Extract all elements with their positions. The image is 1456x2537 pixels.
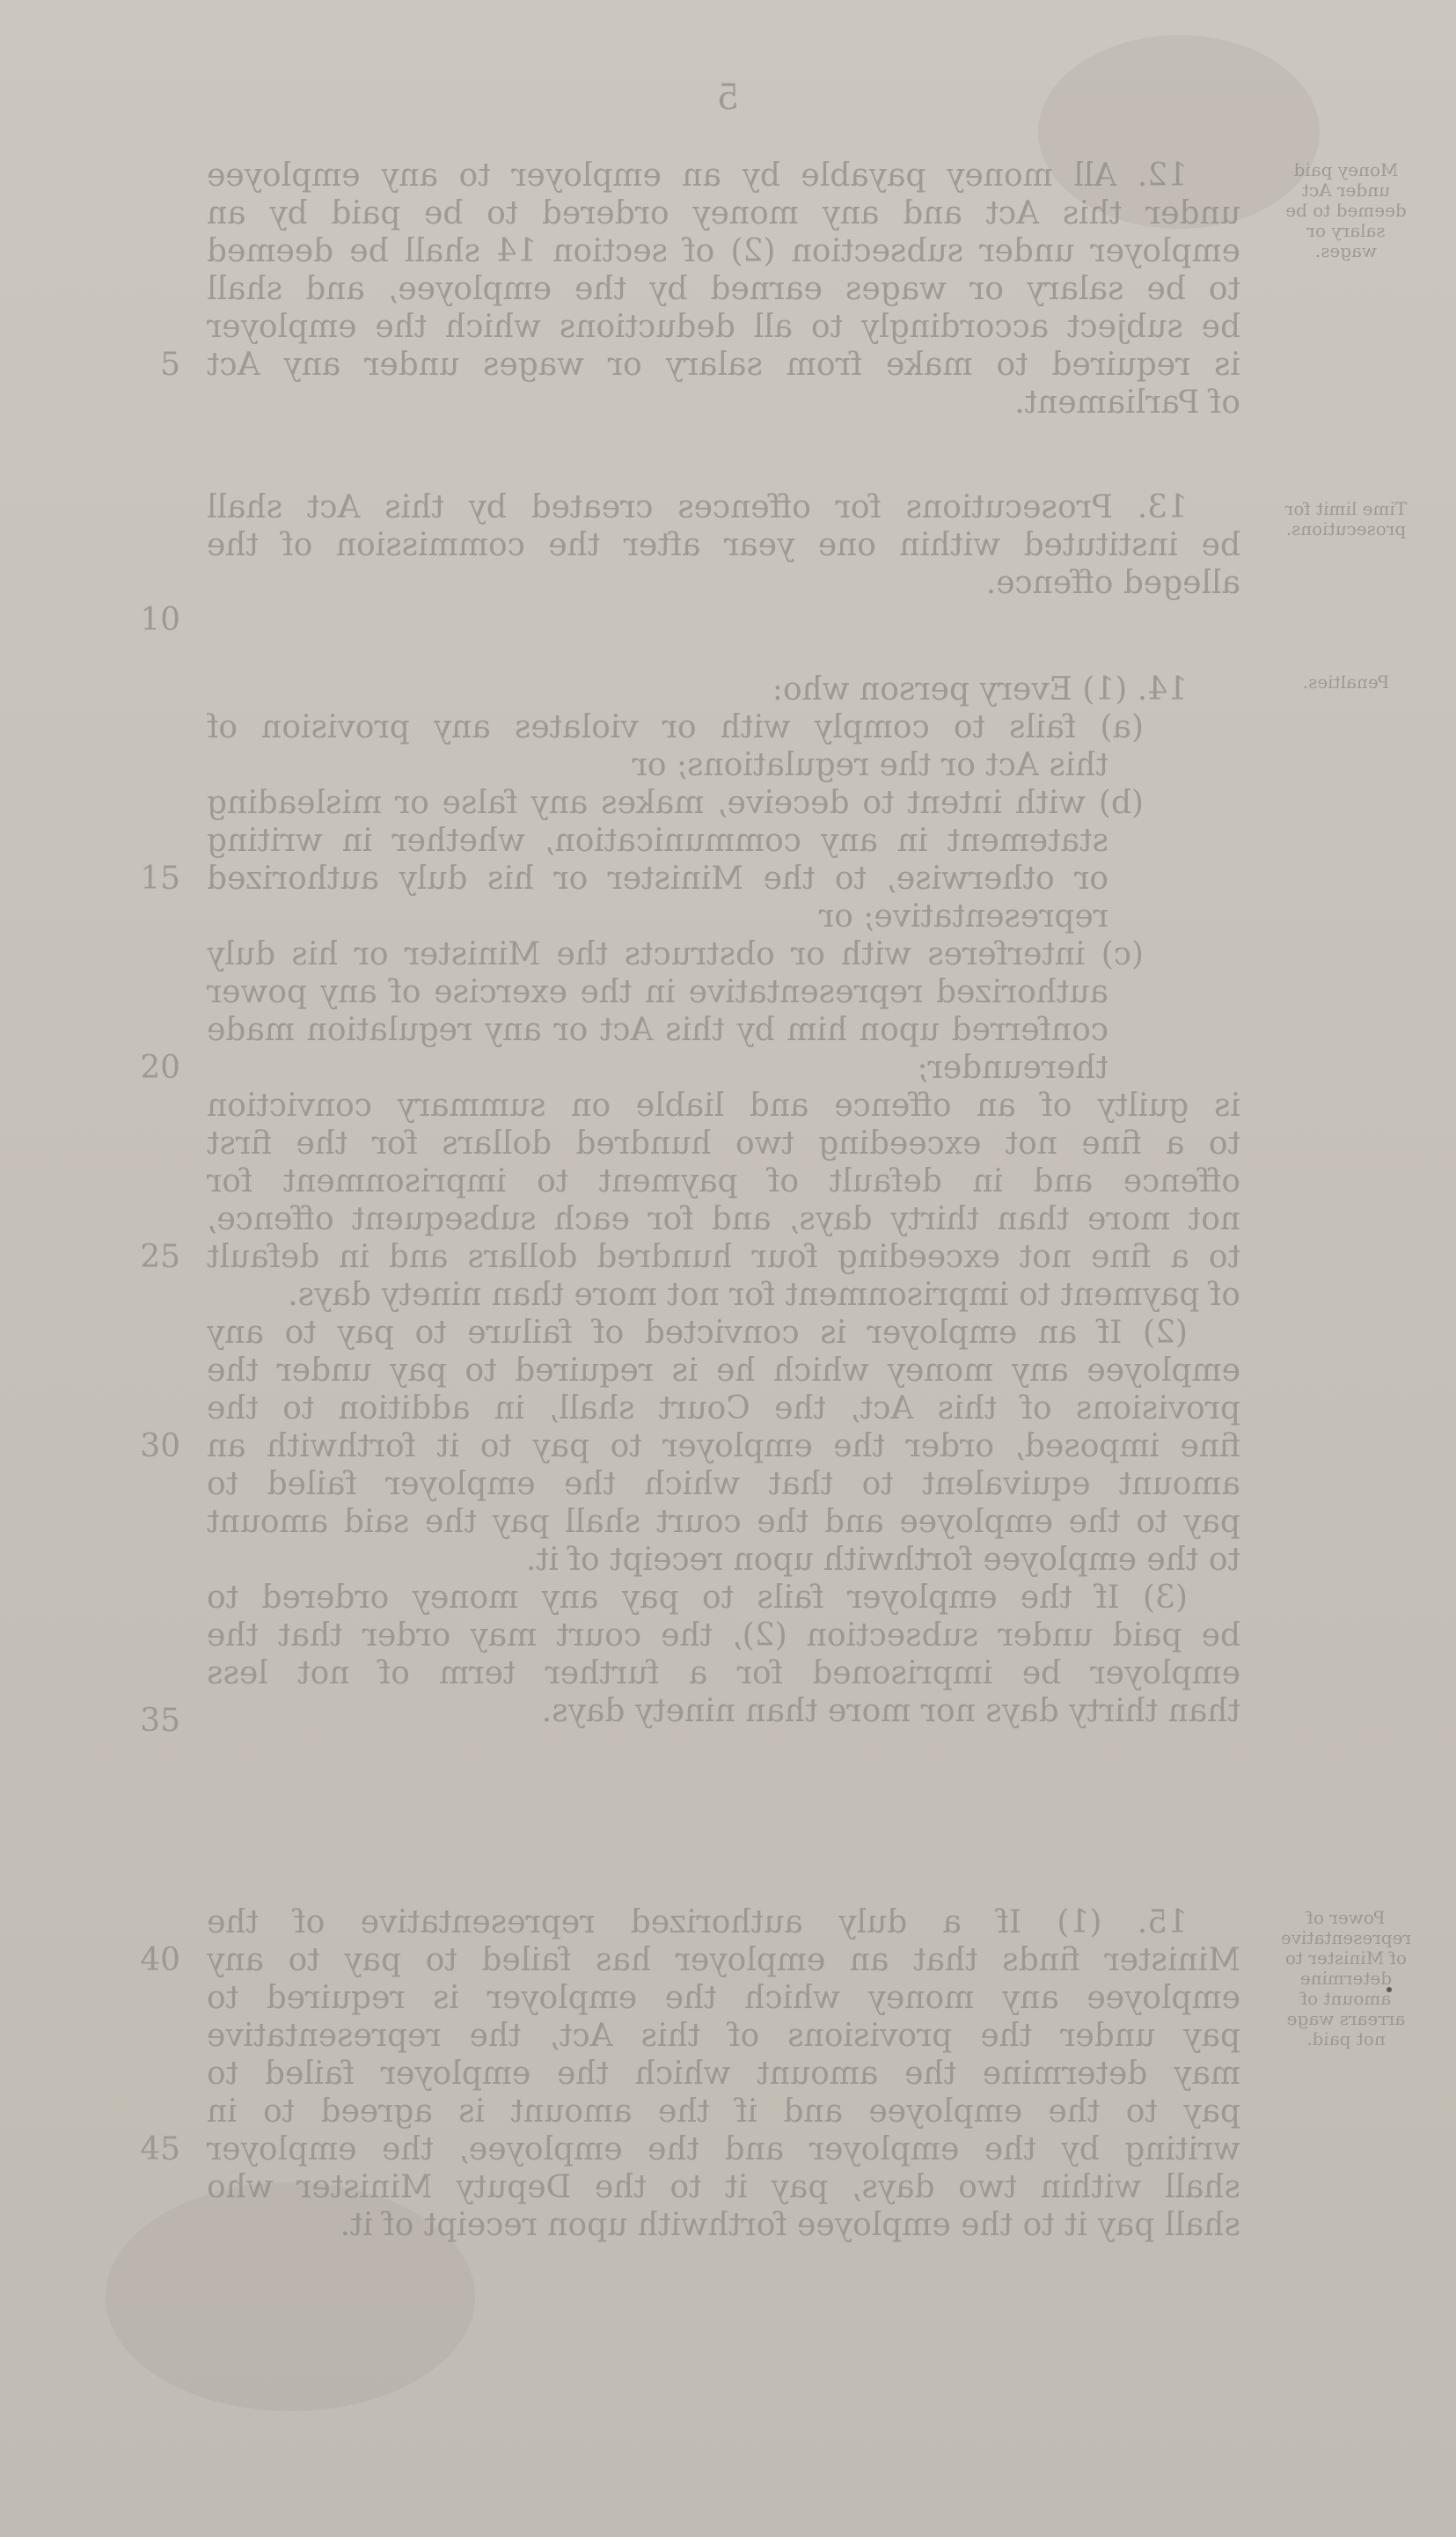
text-line: of payment to imprisonment for not more than ninety days. — [288, 1277, 1240, 1313]
text-line: employee any money which the employer is required to — [207, 1980, 1240, 2016]
text-line: to the employee forthwith upon receipt of it. — [525, 1542, 1240, 1578]
text-line: employer under subsection (2) of section 14 shall be deemed — [207, 233, 1240, 269]
section-12 — [207, 157, 1240, 422]
margin-note-section-13: Time limit for prosecutions. — [1284, 498, 1408, 539]
text-line: shall pay it to the employee forthwith upon receipt of it. — [340, 2207, 1240, 2243]
text-line: 13. Prosecutions for offences created by this Act shall — [207, 489, 1188, 525]
text-line: offence and in default of payment to imprisonment for — [207, 1163, 1240, 1199]
line-number: 25 — [140, 1239, 180, 1275]
text-line: employee any money which he is required to pay under the — [207, 1353, 1240, 1389]
section-15 — [207, 1903, 1240, 2244]
text-line: alleged offence. — [985, 565, 1240, 601]
text-line: amount equivalent to that which the employer failed to — [207, 1466, 1240, 1502]
text-line: 15. (1) If a duly authorized representative of the — [207, 1904, 1188, 1940]
text-line: 14. (1) Every person who: — [772, 671, 1188, 708]
page-number: 5 — [716, 77, 740, 118]
line-number: 20 — [140, 1050, 180, 1086]
margin-note-section-15: Power of representative of Minister to determine amount of arrears wage not paid. — [1280, 1907, 1412, 2049]
text-line: writing by the employer and the employee, the employer — [207, 2131, 1240, 2167]
section-13 — [207, 488, 1240, 602]
margin-note-section-12: Money paid under Act deemed to be salary or wages. — [1285, 159, 1407, 261]
text-line: thereunder; — [917, 1050, 1108, 1086]
text-line: be paid under subsection (2), the court may order that the — [207, 1617, 1240, 1653]
text-line: (b) with intent to deceive, makes any false or misleading — [207, 785, 1144, 821]
text-line: pay to the employee and if the amount is agreed to in — [207, 2093, 1240, 2130]
line-number: 15 — [140, 861, 180, 897]
text-line: to be salary or wages earned by the employee, and shall — [207, 271, 1240, 307]
text-line: under this Act and any money ordered to be paid by an — [207, 195, 1240, 231]
text-line: conferred upon him by this Act or any regulation made — [207, 1012, 1108, 1048]
text-line: (3) If the employer fails to pay any money ordered to — [207, 1580, 1188, 1616]
line-number: 30 — [140, 1428, 180, 1464]
section-14 — [207, 671, 1240, 1730]
text-line: of Parliament. — [1014, 385, 1240, 421]
line-number: 35 — [140, 1703, 180, 1739]
line-number: 5 — [160, 347, 180, 383]
text-line: representative; or — [818, 898, 1108, 935]
text-line: 12. All money payable by an employer to any employee — [207, 158, 1188, 194]
text-line: is guilty of an offence and liable on summary conviction — [207, 1088, 1240, 1124]
text-line: shall within two days, pay it to the Deputy Minister who — [207, 2169, 1240, 2205]
text-line: employer be imprisoned for a further term of not less — [207, 1655, 1240, 1691]
text-line: fine imposed, order the employer to pay to it forthwith an — [207, 1428, 1240, 1464]
text-line: authorized representative in the exercise of any power — [207, 974, 1108, 1010]
text-line: or otherwise, to the Minister or his duly authorized — [207, 861, 1108, 897]
text-line: Minister finds that an employer has failed to pay to any — [207, 1942, 1240, 1978]
text-line: may determine the amount which the employer failed to — [207, 2056, 1240, 2092]
margin-note-section-14: Penalties. — [1302, 671, 1390, 693]
text-line: (2) If an employer is convicted of failure to pay to any — [207, 1315, 1188, 1351]
text-line: be subject accordingly to all deductions which the employer — [207, 309, 1240, 345]
text-line: statement in any communication, whether in writing — [207, 823, 1108, 859]
text-line: is required to make from salary or wages under any Act — [207, 347, 1240, 383]
text-line: to a fine not exceeding four hundred dollars and in default — [207, 1239, 1240, 1275]
line-number: 10 — [140, 602, 180, 638]
text-line: this Act or the regulations; or — [632, 747, 1108, 783]
text-line: pay to the employee and the court shall pay the said amount — [207, 1504, 1240, 1540]
line-number: 40 — [140, 1942, 180, 1978]
text-line: not more than thirty days, and for each subsequent offence, — [207, 1201, 1240, 1237]
text-line: provisions of this Act, the Court shall, in addition to the — [207, 1390, 1240, 1426]
text-line: pay under the provisions of this Act, the representative — [207, 2018, 1240, 2054]
text-line: be instituted within one year after the commission of the — [207, 527, 1240, 563]
text-line: (a) fails to comply with or violates any provision of — [207, 709, 1144, 745]
text-line: to a fine not exceeding two hundred dollars for the first — [207, 1126, 1240, 1162]
text-line: (c) interferes with or obstructs the Minister or his duly — [207, 936, 1144, 972]
line-number: 45 — [140, 2131, 180, 2167]
text-line: than thirty days nor more than ninety days. — [541, 1693, 1240, 1729]
